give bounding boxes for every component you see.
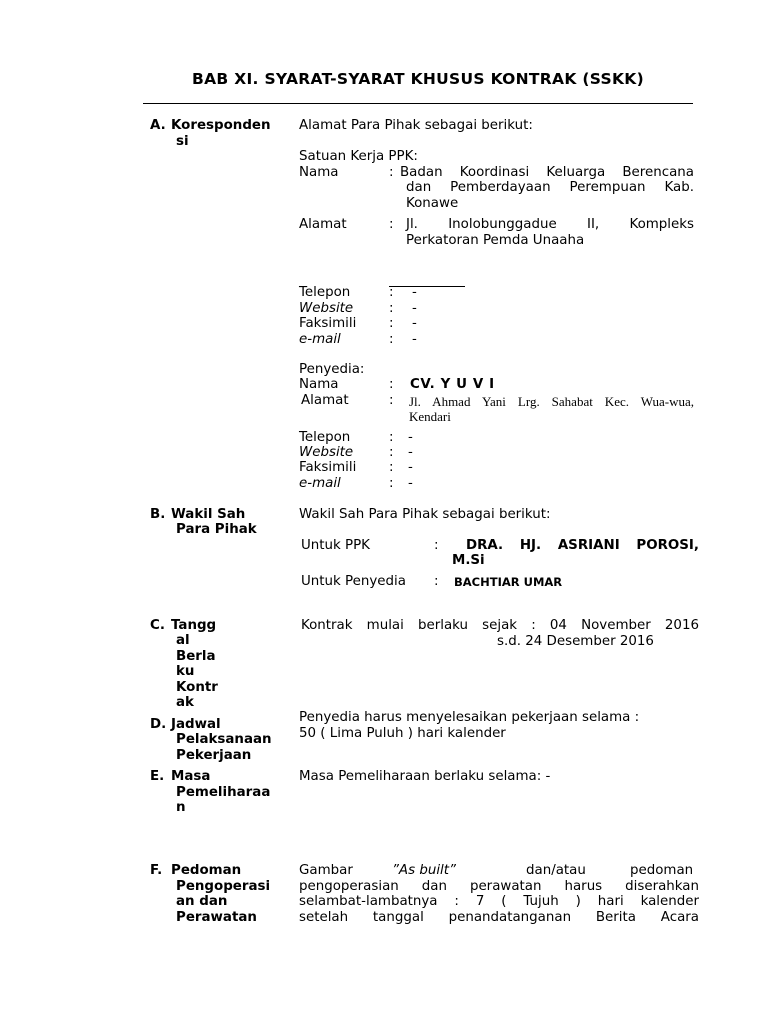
section-heading: Pemeliharaa	[176, 785, 271, 800]
nama-label: Nama	[299, 165, 339, 180]
penyedia-website-value: -	[408, 445, 413, 460]
penyedia-nama-label: Nama	[299, 377, 339, 392]
section-heading: n	[176, 800, 186, 815]
penyedia-telepon-value: -	[408, 430, 413, 445]
manual-text: dan/atau	[526, 863, 586, 878]
section-heading: Wakil Sah	[171, 507, 246, 522]
section-heading: an dan	[176, 894, 228, 909]
penyedia-telepon-label: Telepon	[299, 430, 351, 445]
section-heading: Berla	[176, 649, 216, 664]
colon: :	[389, 316, 394, 331]
penyedia-alamat-label: Alamat	[301, 393, 349, 408]
contract-period: s.d. 24 Desember 2016	[497, 634, 654, 649]
penyedia-email-value: -	[408, 476, 413, 491]
section-letter: E.	[150, 769, 165, 784]
maintenance-text: Masa Pemeliharaan berlaku selama: -	[299, 769, 551, 784]
alamat-value: Perkatoran Pemda Unaaha	[406, 233, 585, 248]
schedule-text: 50 ( Lima Puluh ) hari kalender	[299, 726, 506, 741]
ppk-name: DRA. HJ. ASRIANI POROSI,	[466, 538, 699, 553]
section-heading: Perawatan	[176, 910, 257, 925]
title-divider	[143, 103, 693, 104]
colon: :	[389, 445, 394, 460]
website-value: -	[412, 301, 417, 316]
email-value: -	[412, 332, 417, 347]
nama-value: Badan Koordinasi Keluarga Berencana	[400, 165, 694, 180]
section-heading: Tangg	[171, 618, 217, 633]
section-heading: Para Pihak	[176, 522, 257, 537]
colon: :	[389, 393, 394, 408]
satker-label: Satuan Kerja PPK:	[299, 149, 418, 164]
alamat-label: Alamat	[299, 217, 347, 232]
manual-text: pedoman	[630, 863, 694, 878]
telepon-label: Telepon	[299, 285, 351, 300]
section-heading: Pelaksanaan	[176, 732, 272, 747]
nama-value: Konawe	[406, 196, 459, 211]
section-heading: Jadwal	[171, 717, 221, 732]
email-label: e-mail	[299, 332, 341, 347]
section-heading: ak	[176, 695, 194, 710]
colon: :	[389, 460, 394, 475]
section-letter: C.	[150, 618, 165, 633]
section-heading: Kontr	[176, 680, 218, 695]
colon: :	[389, 476, 394, 491]
section-heading: ku	[176, 664, 195, 679]
penyedia-faksimili-label: Faksimili	[299, 460, 357, 475]
section-letter: A.	[150, 118, 166, 133]
faksimili-label: Faksimili	[299, 316, 357, 331]
manual-text: setelah tanggal penandatanganan Berita Acara	[299, 910, 699, 925]
penyedia-label: Penyedia:	[299, 362, 365, 377]
colon: :	[434, 538, 439, 553]
penyedia-alamat-value: Jl. Ahmad Yani Lrg. Sahabat Kec. Wua-wua,	[409, 394, 694, 409]
section-intro: Alamat Para Pihak sebagai berikut:	[299, 118, 533, 133]
colon: :	[434, 574, 439, 589]
section-heading: Pekerjaan	[176, 748, 252, 763]
telepon-value: -	[412, 285, 417, 300]
colon: :	[389, 301, 394, 316]
colon: :	[389, 285, 394, 300]
penyedia-nama-value: CV. Y U V I	[410, 377, 495, 392]
colon: :	[389, 165, 394, 180]
section-letter: F.	[150, 863, 163, 878]
website-label: Website	[299, 301, 354, 316]
colon: :	[389, 377, 394, 392]
penyedia-website-label: Website	[299, 445, 354, 460]
blank-line	[389, 286, 465, 287]
penyedia-alamat-value: Kendari	[409, 409, 451, 424]
section-letter: D.	[150, 717, 167, 732]
ppk-label: Untuk PPK	[301, 538, 370, 553]
colon: :	[389, 430, 394, 445]
faksimili-value: -	[412, 316, 417, 331]
section-heading: Pengoperasi	[176, 879, 271, 894]
section-intro: Wakil Sah Para Pihak sebagai berikut:	[299, 507, 551, 522]
section-heading: Masa	[171, 769, 211, 784]
manual-text: ”As built”	[392, 863, 456, 878]
penyedia-rep-name: BACHTIAR UMAR	[454, 575, 563, 589]
colon: :	[389, 217, 394, 232]
section-letter: B.	[150, 507, 166, 522]
section-heading: Pedoman	[171, 863, 242, 878]
colon: :	[389, 332, 394, 347]
penyedia-faksimili-value: -	[408, 460, 413, 475]
schedule-text: Penyedia harus menyelesaikan pekerjaan selama :	[299, 710, 640, 725]
contract-period: Kontrak mulai berlaku sejak : 04 November 2016	[301, 618, 699, 633]
section-heading: Koresponden	[171, 118, 271, 133]
nama-value: dan Pemberdayaan Perempuan Kab.	[406, 180, 694, 195]
alamat-value: Jl. Inolobunggadue II, Kompleks	[406, 217, 694, 232]
penyedia-email-label: e-mail	[299, 476, 341, 491]
manual-text: selambat-lambatnya : 7 ( Tujuh ) hari kalender	[299, 894, 699, 909]
page-title: BAB XI. SYARAT-SYARAT KHUSUS KONTRAK (SSKK)	[192, 70, 644, 88]
manual-text: pengoperasian dan perawatan harus diserahkan	[299, 879, 699, 894]
ppk-name: M.Si	[452, 553, 485, 568]
manual-text: Gambar	[299, 863, 353, 878]
section-heading: al	[176, 633, 190, 648]
penyedia-rep-label: Untuk Penyedia	[301, 574, 406, 589]
section-heading: si	[176, 134, 189, 149]
